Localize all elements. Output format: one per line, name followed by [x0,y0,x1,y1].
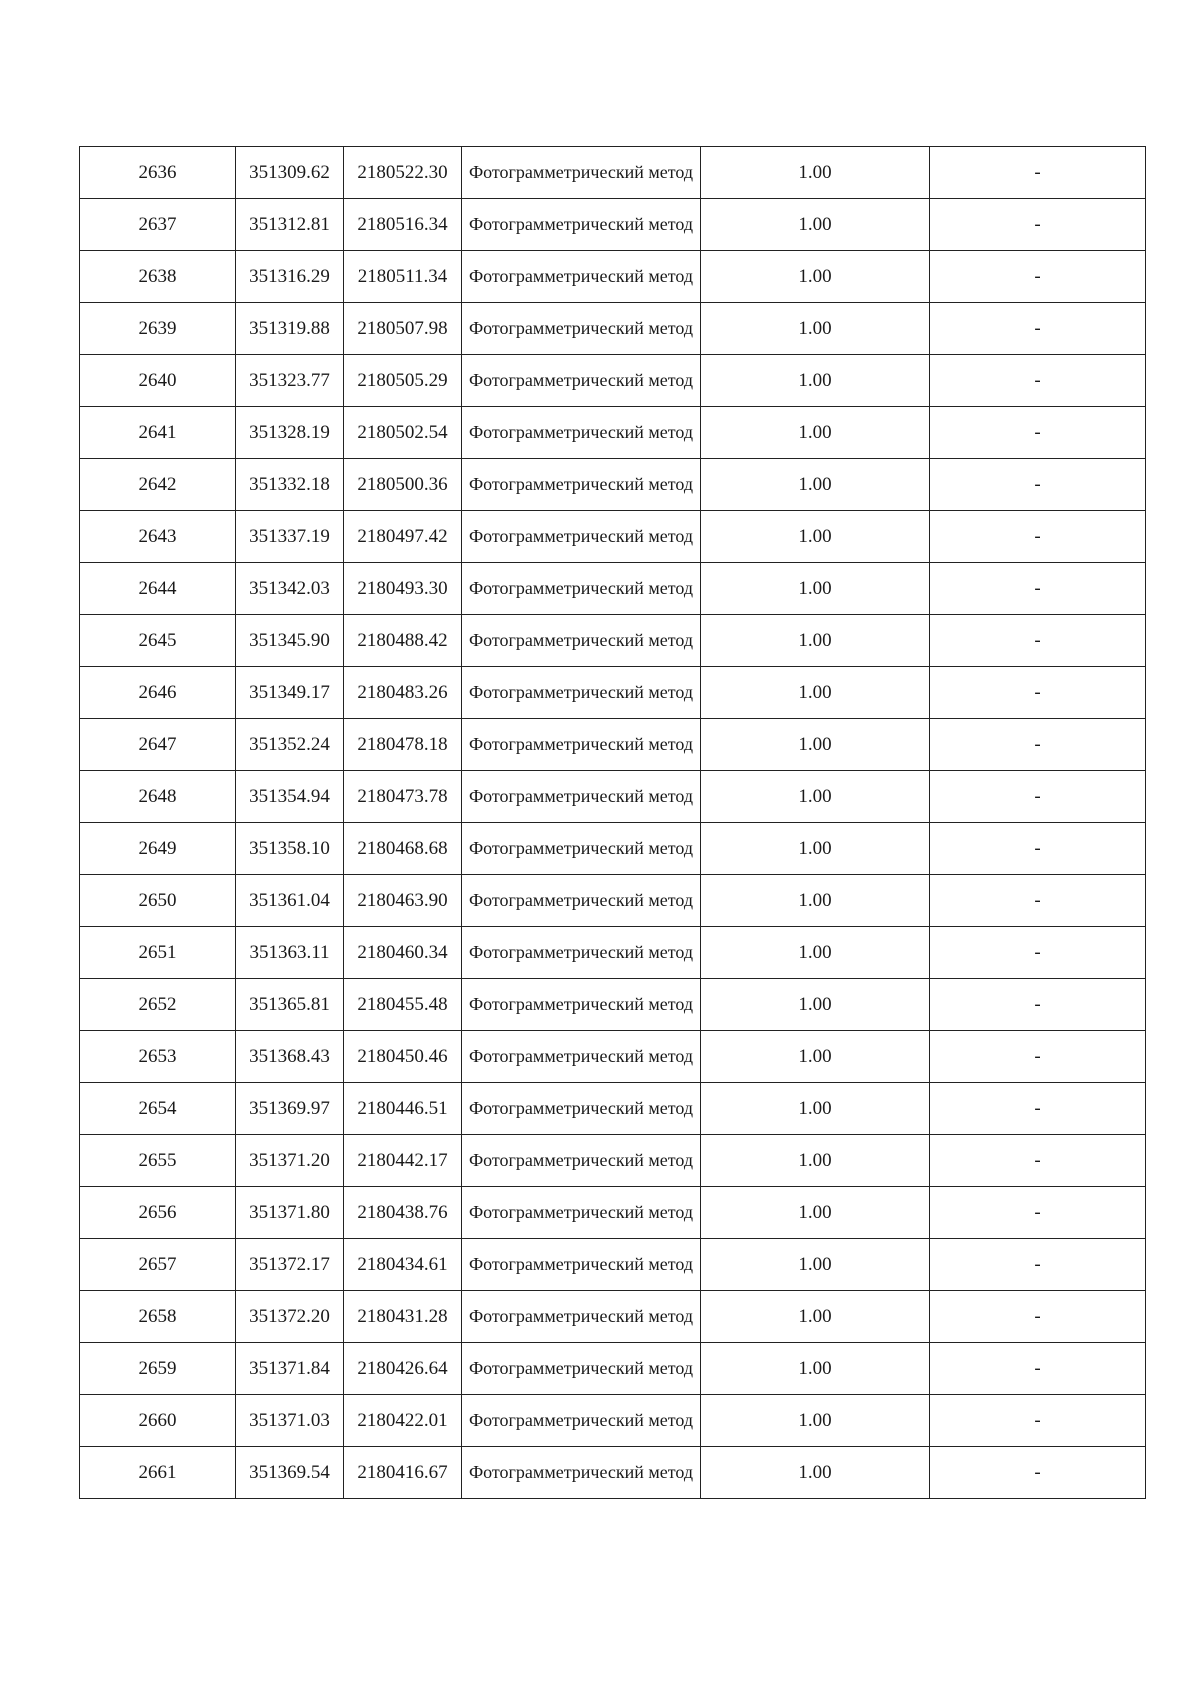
x-coordinate-cell: 351358.10 [236,823,344,875]
point-number-cell: 2640 [80,355,236,407]
x-coordinate-cell: 351316.29 [236,251,344,303]
accuracy-cell: 1.00 [701,979,930,1031]
y-coordinate-cell: 2180446.51 [344,1083,462,1135]
x-coordinate-cell: 351369.97 [236,1083,344,1135]
y-coordinate-cell: 2180483.26 [344,667,462,719]
method-cell: Фотограмметрический метод [462,1083,701,1135]
note-cell: - [930,927,1146,979]
accuracy-cell: 1.00 [701,1187,930,1239]
point-number-cell: 2660 [80,1395,236,1447]
y-coordinate-cell: 2180468.68 [344,823,462,875]
point-number-cell: 2655 [80,1135,236,1187]
point-number-cell: 2642 [80,459,236,511]
method-cell: Фотограмметрический метод [462,927,701,979]
x-coordinate-cell: 351368.43 [236,1031,344,1083]
note-cell: - [930,1031,1146,1083]
x-coordinate-cell: 351332.18 [236,459,344,511]
method-cell: Фотограмметрический метод [462,407,701,459]
point-number-cell: 2657 [80,1239,236,1291]
accuracy-cell: 1.00 [701,1031,930,1083]
y-coordinate-cell: 2180434.61 [344,1239,462,1291]
note-cell: - [930,615,1146,667]
method-cell: Фотограмметрический метод [462,615,701,667]
accuracy-cell: 1.00 [701,199,930,251]
y-coordinate-cell: 2180497.42 [344,511,462,563]
point-number-cell: 2636 [80,147,236,199]
accuracy-cell: 1.00 [701,1135,930,1187]
x-coordinate-cell: 351365.81 [236,979,344,1031]
accuracy-cell: 1.00 [701,459,930,511]
note-cell: - [930,251,1146,303]
point-number-cell: 2645 [80,615,236,667]
y-coordinate-cell: 2180522.30 [344,147,462,199]
method-cell: Фотограмметрический метод [462,1187,701,1239]
y-coordinate-cell: 2180463.90 [344,875,462,927]
y-coordinate-cell: 2180460.34 [344,927,462,979]
method-cell: Фотограмметрический метод [462,1239,701,1291]
method-cell: Фотограмметрический метод [462,1447,701,1499]
table-row [80,875,1146,927]
table-row [80,251,1146,303]
y-coordinate-cell: 2180473.78 [344,771,462,823]
table-row [80,563,1146,615]
point-number-cell: 2653 [80,1031,236,1083]
accuracy-cell: 1.00 [701,823,930,875]
point-number-cell: 2638 [80,251,236,303]
note-cell: - [930,1395,1146,1447]
table-row [80,199,1146,251]
accuracy-cell: 1.00 [701,1239,930,1291]
y-coordinate-cell: 2180505.29 [344,355,462,407]
table-row [80,979,1146,1031]
method-cell: Фотограмметрический метод [462,979,701,1031]
y-coordinate-cell: 2180416.67 [344,1447,462,1499]
method-cell: Фотограмметрический метод [462,1291,701,1343]
x-coordinate-cell: 351337.19 [236,511,344,563]
y-coordinate-cell: 2180455.48 [344,979,462,1031]
table-row [80,511,1146,563]
method-cell: Фотограмметрический метод [462,147,701,199]
method-cell: Фотограмметрический метод [462,1395,701,1447]
x-coordinate-cell: 351345.90 [236,615,344,667]
table-row [80,1447,1146,1499]
point-number-cell: 2644 [80,563,236,615]
y-coordinate-cell: 2180438.76 [344,1187,462,1239]
note-cell: - [930,823,1146,875]
point-number-cell: 2658 [80,1291,236,1343]
coordinates-table-body [80,147,1146,1499]
method-cell: Фотограмметрический метод [462,459,701,511]
x-coordinate-cell: 351319.88 [236,303,344,355]
table-row [80,355,1146,407]
method-cell: Фотограмметрический метод [462,771,701,823]
table-row [80,823,1146,875]
x-coordinate-cell: 351371.20 [236,1135,344,1187]
coordinates-table [79,146,1146,1499]
y-coordinate-cell: 2180431.28 [344,1291,462,1343]
table-row [80,615,1146,667]
table-row [80,1291,1146,1343]
table-row [80,771,1146,823]
x-coordinate-cell: 351371.03 [236,1395,344,1447]
x-coordinate-cell: 351372.17 [236,1239,344,1291]
accuracy-cell: 1.00 [701,1447,930,1499]
x-coordinate-cell: 351372.20 [236,1291,344,1343]
note-cell: - [930,563,1146,615]
method-cell: Фотограмметрический метод [462,199,701,251]
table-row [80,719,1146,771]
y-coordinate-cell: 2180511.34 [344,251,462,303]
table-row [80,147,1146,199]
note-cell: - [930,1291,1146,1343]
x-coordinate-cell: 351342.03 [236,563,344,615]
y-coordinate-cell: 2180422.01 [344,1395,462,1447]
point-number-cell: 2661 [80,1447,236,1499]
x-coordinate-cell: 351352.24 [236,719,344,771]
note-cell: - [930,147,1146,199]
method-cell: Фотограмметрический метод [462,303,701,355]
accuracy-cell: 1.00 [701,251,930,303]
point-number-cell: 2656 [80,1187,236,1239]
table-row [80,1135,1146,1187]
table-row [80,303,1146,355]
point-number-cell: 2641 [80,407,236,459]
method-cell: Фотограмметрический метод [462,667,701,719]
y-coordinate-cell: 2180500.36 [344,459,462,511]
table-row [80,1395,1146,1447]
y-coordinate-cell: 2180478.18 [344,719,462,771]
note-cell: - [930,407,1146,459]
note-cell: - [930,1447,1146,1499]
method-cell: Фотограмметрический метод [462,1031,701,1083]
accuracy-cell: 1.00 [701,1083,930,1135]
method-cell: Фотограмметрический метод [462,563,701,615]
accuracy-cell: 1.00 [701,355,930,407]
y-coordinate-cell: 2180488.42 [344,615,462,667]
accuracy-cell: 1.00 [701,1343,930,1395]
x-coordinate-cell: 351363.11 [236,927,344,979]
note-cell: - [930,1239,1146,1291]
y-coordinate-cell: 2180426.64 [344,1343,462,1395]
point-number-cell: 2647 [80,719,236,771]
method-cell: Фотограмметрический метод [462,355,701,407]
y-coordinate-cell: 2180442.17 [344,1135,462,1187]
note-cell: - [930,459,1146,511]
note-cell: - [930,1187,1146,1239]
accuracy-cell: 1.00 [701,147,930,199]
accuracy-cell: 1.00 [701,1395,930,1447]
table-row [80,1083,1146,1135]
table-row [80,667,1146,719]
method-cell: Фотограмметрический метод [462,823,701,875]
note-cell: - [930,1135,1146,1187]
accuracy-cell: 1.00 [701,615,930,667]
point-number-cell: 2652 [80,979,236,1031]
method-cell: Фотограмметрический метод [462,875,701,927]
accuracy-cell: 1.00 [701,407,930,459]
note-cell: - [930,355,1146,407]
x-coordinate-cell: 351309.62 [236,147,344,199]
accuracy-cell: 1.00 [701,927,930,979]
point-number-cell: 2637 [80,199,236,251]
note-cell: - [930,719,1146,771]
accuracy-cell: 1.00 [701,667,930,719]
table-row [80,1239,1146,1291]
x-coordinate-cell: 351349.17 [236,667,344,719]
x-coordinate-cell: 351361.04 [236,875,344,927]
point-number-cell: 2649 [80,823,236,875]
table-row [80,927,1146,979]
note-cell: - [930,875,1146,927]
note-cell: - [930,1343,1146,1395]
x-coordinate-cell: 351354.94 [236,771,344,823]
table-row [80,459,1146,511]
accuracy-cell: 1.00 [701,719,930,771]
y-coordinate-cell: 2180507.98 [344,303,462,355]
table-row [80,1187,1146,1239]
note-cell: - [930,199,1146,251]
accuracy-cell: 1.00 [701,1291,930,1343]
method-cell: Фотограмметрический метод [462,1343,701,1395]
accuracy-cell: 1.00 [701,875,930,927]
table-row [80,1031,1146,1083]
x-coordinate-cell: 351312.81 [236,199,344,251]
x-coordinate-cell: 351323.77 [236,355,344,407]
point-number-cell: 2648 [80,771,236,823]
point-number-cell: 2659 [80,1343,236,1395]
y-coordinate-cell: 2180502.54 [344,407,462,459]
table-row [80,407,1146,459]
point-number-cell: 2643 [80,511,236,563]
method-cell: Фотограмметрический метод [462,719,701,771]
y-coordinate-cell: 2180516.34 [344,199,462,251]
note-cell: - [930,1083,1146,1135]
table-row [80,1343,1146,1395]
note-cell: - [930,667,1146,719]
y-coordinate-cell: 2180450.46 [344,1031,462,1083]
method-cell: Фотограмметрический метод [462,511,701,563]
note-cell: - [930,771,1146,823]
point-number-cell: 2650 [80,875,236,927]
accuracy-cell: 1.00 [701,511,930,563]
point-number-cell: 2639 [80,303,236,355]
point-number-cell: 2646 [80,667,236,719]
accuracy-cell: 1.00 [701,563,930,615]
note-cell: - [930,303,1146,355]
x-coordinate-cell: 351371.84 [236,1343,344,1395]
accuracy-cell: 1.00 [701,303,930,355]
note-cell: - [930,979,1146,1031]
x-coordinate-cell: 351369.54 [236,1447,344,1499]
x-coordinate-cell: 351328.19 [236,407,344,459]
accuracy-cell: 1.00 [701,771,930,823]
point-number-cell: 2654 [80,1083,236,1135]
point-number-cell: 2651 [80,927,236,979]
method-cell: Фотограмметрический метод [462,1135,701,1187]
method-cell: Фотограмметрический метод [462,251,701,303]
note-cell: - [930,511,1146,563]
y-coordinate-cell: 2180493.30 [344,563,462,615]
x-coordinate-cell: 351371.80 [236,1187,344,1239]
